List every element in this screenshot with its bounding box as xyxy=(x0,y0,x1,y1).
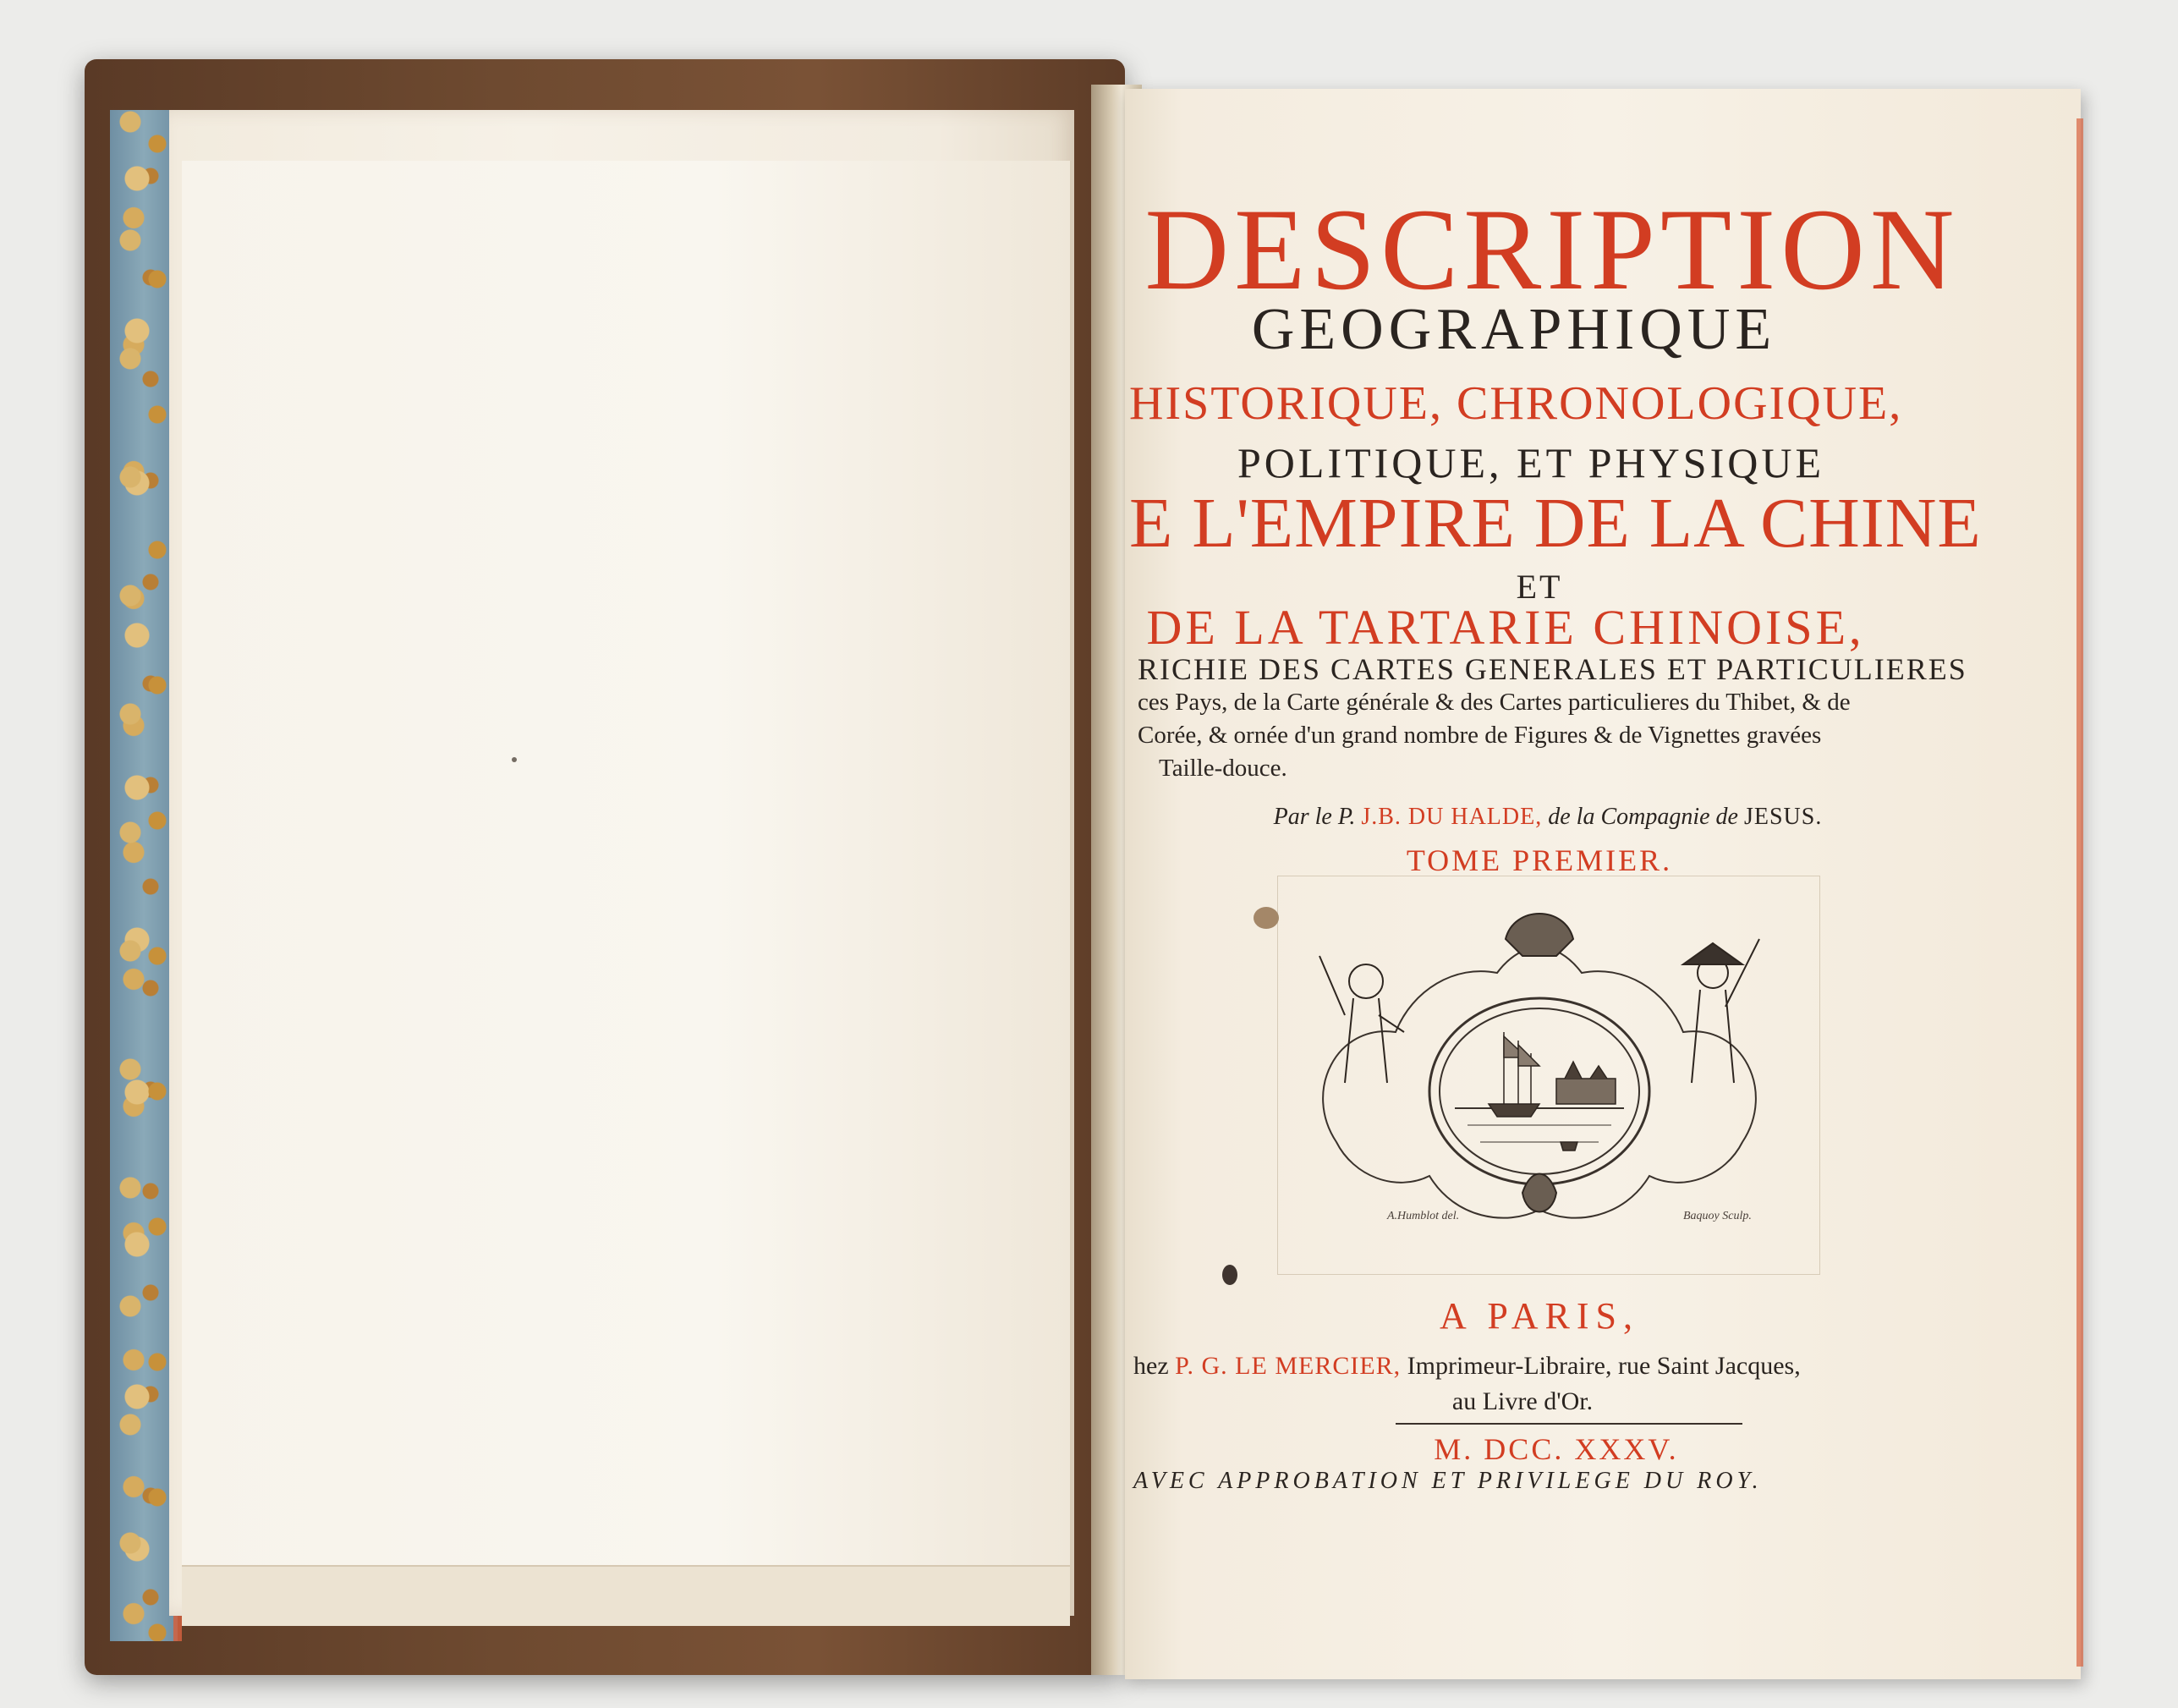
subtitle-line-2: Corée, & ornée d'un grand nombre de Figures & de Vignettes gravées xyxy=(1138,722,1822,749)
title-et: ET xyxy=(1516,568,1563,606)
date-rule xyxy=(1396,1423,1742,1425)
right-figure-hat xyxy=(1683,943,1742,964)
author-suffix: de la Compagnie de xyxy=(1548,804,1738,830)
privilege-line: AVEC APPROBATION ET PRIVILEGE DU ROY. xyxy=(1133,1468,1763,1494)
title-politique: POLITIQUE, ET PHYSIQUE xyxy=(1237,439,1824,486)
title-empire-chine: E L'EMPIRE DE LA CHINE xyxy=(1129,484,1982,563)
publisher-line xyxy=(1133,1352,1945,1381)
marbled-endpaper xyxy=(110,110,178,1641)
imprint-city: A PARIS, xyxy=(1439,1295,1640,1337)
ship-icon xyxy=(1489,1104,1539,1117)
foxing-spot xyxy=(512,757,517,762)
author-order: JESUS. xyxy=(1743,804,1823,830)
title-geographique: GEOGRAPHIQUE xyxy=(1251,297,1777,362)
left-figure-head xyxy=(1349,964,1383,998)
subtitle-line-1: ces Pays, de la Carte générale & des Cartes particulieres du Thibet, & de xyxy=(1138,689,1851,716)
foxing-spot xyxy=(1222,1265,1237,1285)
publication-date: M. DCC. XXXV. xyxy=(1434,1432,1679,1466)
blank-page xyxy=(182,161,1072,1616)
author-line xyxy=(1243,804,1852,831)
author-name: J.B. DU HALDE, xyxy=(1361,804,1543,830)
engraver-right: Baquoy Sculp. xyxy=(1683,1210,1752,1222)
title-tartarie: DE LA TARTARIE CHINOISE, xyxy=(1146,600,1865,655)
title-description: DESCRIPTION xyxy=(1144,184,1960,314)
publisher-name: P. G. LE MERCIER, xyxy=(1175,1352,1402,1380)
engraved-vignette xyxy=(1286,888,1793,1244)
author-prefix: Par le P. xyxy=(1273,804,1356,830)
publisher-prefix: hez xyxy=(1133,1352,1169,1380)
foxing-spot xyxy=(1254,907,1279,929)
tome-label: TOME PREMIER. xyxy=(1406,843,1673,877)
red-fore-edge xyxy=(2077,118,2083,1667)
crest xyxy=(1506,914,1573,956)
title-enrichie: RICHIE DES CARTES GENERALES ET PARTICULIERES xyxy=(1138,652,1967,686)
publisher-place: au Livre d'Or. xyxy=(1451,1387,1594,1415)
flyleaf-bottom-strip xyxy=(182,1565,1070,1626)
city-skyline xyxy=(1556,1079,1616,1104)
harbor-medallion xyxy=(1429,998,1649,1184)
mask-ornament xyxy=(1522,1174,1556,1212)
publisher-suffix: Imprimeur-Libraire, rue Saint Jacques, xyxy=(1407,1352,1801,1380)
title-historique: HISTORIQUE, CHRONOLOGIQUE, xyxy=(1129,377,1903,430)
subtitle-line-3: Taille-douce. xyxy=(1159,755,1287,782)
engraver-left: A.Humblot del. xyxy=(1387,1210,1460,1222)
